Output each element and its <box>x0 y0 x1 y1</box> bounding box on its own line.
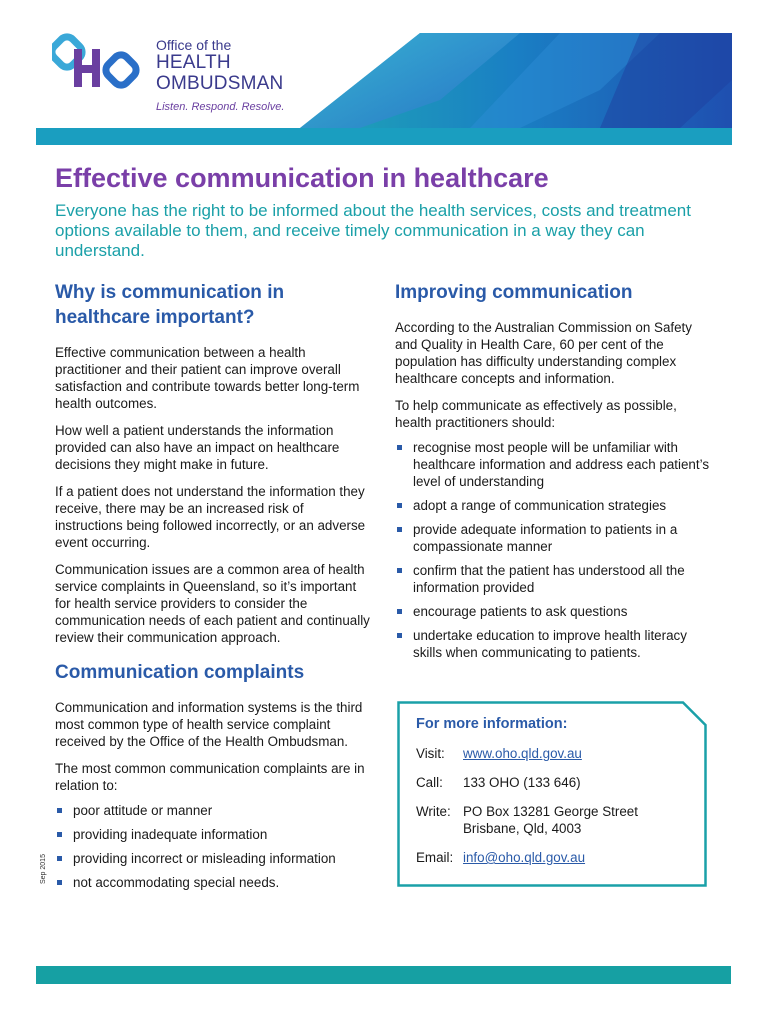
call-label: Call: <box>416 775 443 790</box>
list-item: providing inadequate information <box>55 826 375 843</box>
practitioner-list <box>395 439 715 661</box>
paragraph: Communication issues are a common area of health service complaints in Queensland, so it’s important for health service providers to consider the communication needs of each patient and continually review their communication approach. <box>55 562 370 645</box>
intro-text: Everyone has the right to be informed about the health services, costs and treatment options available to them, and receive timely communication in a way they can understand. <box>55 201 691 260</box>
paragraph: How well a patient understands the information provided can also have an impact on healthcare decisions they might make in future. <box>55 423 340 472</box>
header <box>0 0 768 145</box>
date-stamp: Sep 2015 <box>40 854 47 884</box>
paragraph: To help communicate as effectively as possible, health practitioners should: <box>395 398 677 430</box>
list-item: not accommodating special needs. <box>55 874 375 891</box>
heading-why-important: Why is communication in healthcare important? <box>55 282 285 328</box>
bullet-icon <box>397 568 402 573</box>
bullet-icon <box>397 445 402 450</box>
list-item: recognise most people will be unfamiliar with healthcare information and address each patient’s level of understanding <box>395 439 715 490</box>
list-item: providing incorrect or misleading information <box>55 850 375 867</box>
call-row <box>416 774 701 791</box>
bullet-icon <box>57 832 62 837</box>
paragraph: The most common communication complaints are in relation to: <box>55 761 365 793</box>
visit-row <box>416 745 701 762</box>
email-row <box>416 849 701 866</box>
address-line1: PO Box 13281 George Street <box>463 804 638 819</box>
bullet-icon <box>57 880 62 885</box>
footer-bar <box>36 966 731 984</box>
org-name-line3: OMBUDSMAN <box>156 73 284 94</box>
info-title: For more information: <box>416 716 568 732</box>
bullet-icon <box>57 856 62 861</box>
address-line2: Brisbane, Qld, 4003 <box>463 821 582 836</box>
more-information-box <box>397 701 707 887</box>
org-name-line2: HEALTH <box>156 52 231 73</box>
list-item: confirm that the patient has understood all the information provided <box>395 562 715 596</box>
bullet-icon <box>397 503 402 508</box>
paragraph: If a patient does not understand the information they receive, there may be an increased risk of instructions being followed incorrectly, or an adverse event occurring. <box>55 484 366 550</box>
left-column <box>55 280 375 891</box>
postal-address <box>463 803 638 837</box>
list-item: adopt a range of communication strategies <box>395 497 715 514</box>
bullet-icon <box>57 808 62 813</box>
complaints-list <box>55 802 375 891</box>
org-name-line1: Office of the <box>156 37 232 53</box>
bullet-icon <box>397 609 402 614</box>
list-item: undertake education to improve health literacy skills when communicating to patients. <box>395 627 715 661</box>
email-label: Email: <box>416 850 454 865</box>
bullet-icon <box>397 527 402 532</box>
list-item: provide adequate information to patients in a compassionate manner <box>395 521 715 555</box>
right-column <box>395 280 715 661</box>
write-label: Write: <box>416 804 451 819</box>
paragraph: According to the Australian Commission on Safety and Quality in Health Care, 60 per cent of the population has difficulty understanding complex healthcare concepts and information. <box>395 320 692 386</box>
page-title: Effective communication in healthcare <box>55 163 549 193</box>
list-item: encourage patients to ask questions <box>395 603 715 620</box>
phone-number: 133 OHO (133 646) <box>463 775 581 790</box>
bullet-icon <box>397 633 402 638</box>
visit-label: Visit: <box>416 746 445 761</box>
list-item: poor attitude or manner <box>55 802 375 819</box>
tagline: Listen. Respond. Resolve. <box>156 101 285 113</box>
info-content <box>416 716 701 878</box>
website-link[interactable]: www.oho.qld.gov.au <box>463 746 582 761</box>
write-row <box>416 803 701 837</box>
paragraph: Effective communication between a health practitioner and their patient can improve overall satisfaction and contribute towards better long-term health outcomes. <box>55 345 360 411</box>
paragraph: Communication and information systems is the third most common type of health service complaint received by the Office of the Health Ombudsman. <box>55 700 363 749</box>
email-link[interactable]: info@oho.qld.gov.au <box>463 850 586 865</box>
oho-logo-icon <box>52 33 144 93</box>
heading-improving-communication: Improving communication <box>395 282 633 303</box>
heading-communication-complaints: Communication complaints <box>55 662 305 683</box>
